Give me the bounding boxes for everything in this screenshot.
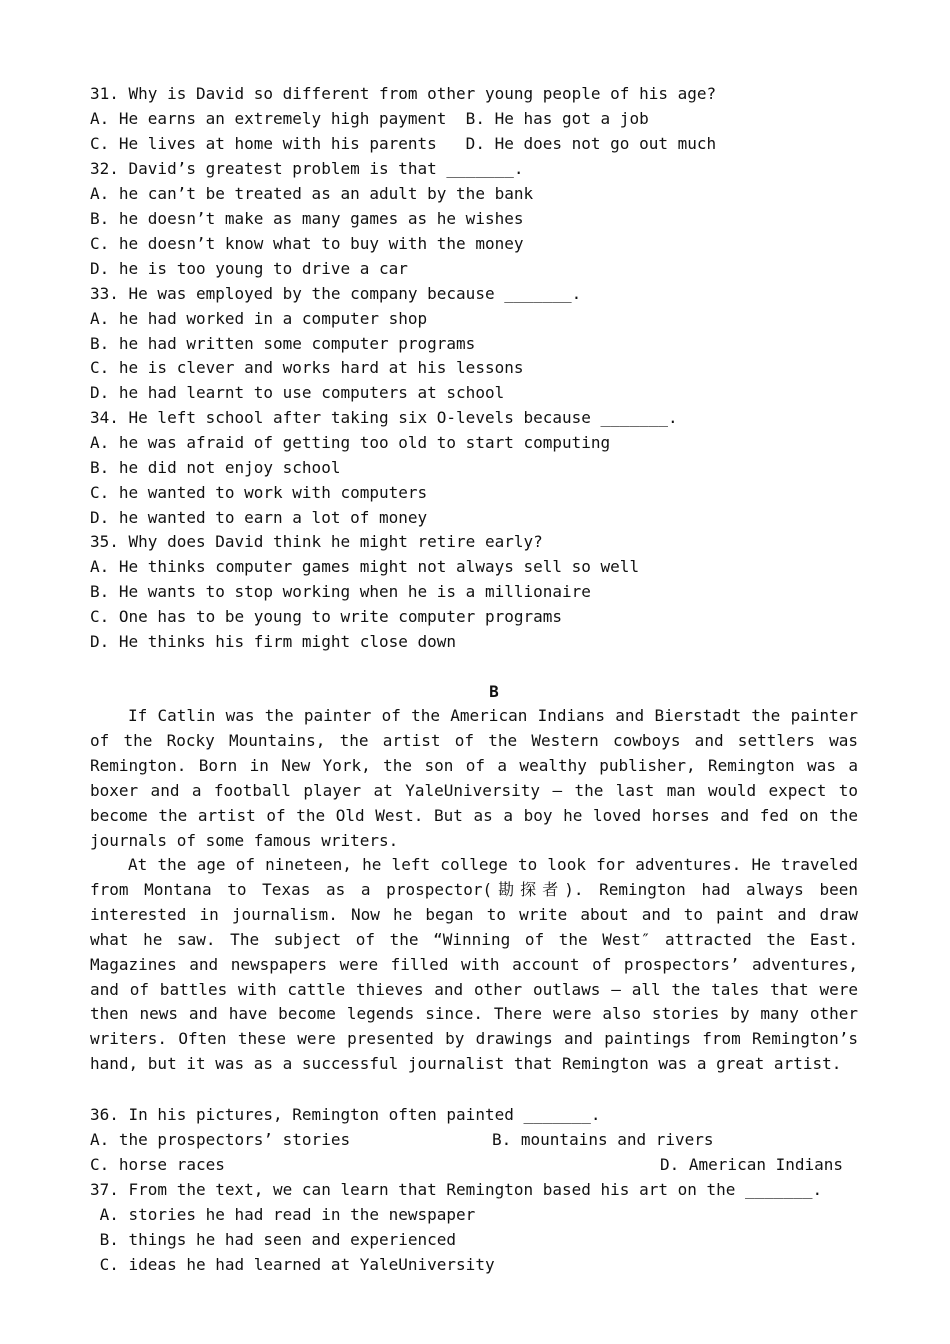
q35-option-b: B. He wants to stop working when he is a millionaire [90, 582, 591, 601]
passage-paragraph-1: If Catlin was the painter of the American Indians and Bierstadt the painter of the Rocky Mountains, the artist of the Western cowboys and settlers was Remington. Born in New York, the son of a wealthy publisher, Remington was a boxer and a football player at YaleUniversity — the last man would expect to become the artist of the Old West. But as a boy he loved horses and fed on the journals of some famous writers. [90, 706, 858, 850]
q36-option-d: D. American Indians [660, 1155, 844, 1174]
q37-stem: 37. From the text, we can learn that Remington based his art on the _______. [90, 1180, 823, 1199]
q34-option-a: A. he was afraid of getting too old to start computing [90, 433, 611, 452]
q35-stem: 35. Why does David think he might retire early? [90, 532, 543, 551]
q35-option-a: A. He thinks computer games might not always sell so well [90, 557, 640, 576]
q37-option-a: A. stories he had read in the newspaper [90, 1205, 476, 1224]
q34-stem: 34. He left school after taking six O-levels because _______. [90, 408, 678, 427]
q33-stem: 33. He was employed by the company because _______. [90, 284, 582, 303]
q35-option-d: D. He thinks his firm might close down [90, 632, 457, 651]
passage-paragraph-2: At the age of nineteen, he left college to look for adventures. He traveled from Montana to Texas as a prospector(勘探者). Remington had always been interested in journalism. Now he began to write about and to paint and draw what he saw. The subject of the “Winning of the West″ attracted the East. Magazines and newspapers were filled with account of prospectors’ adventures, and of battles with cattle thieves and other outlaws — all the tales that were then news and have become legends since. There were also stories by many other writers. Often these were presented by drawings and paintings from Remington’s hand, but it was as a successful journalist that Remington was a great artist. [90, 855, 858, 1074]
q32-option-c: C. he doesn’t know what to buy with the money [90, 234, 524, 253]
q36-stem: 36. In his pictures, Remington often painted _______. [90, 1105, 601, 1124]
q36-option-c: C. horse races [90, 1155, 225, 1174]
q35-option-c: C. One has to be young to write computer programs [90, 607, 563, 626]
q37-option-b: B. things he had seen and experienced [90, 1230, 457, 1249]
q33-option-c: C. he is clever and works hard at his lessons [90, 358, 524, 377]
q33-option-d: D. he had learnt to use computers at school [90, 383, 505, 402]
q31-options-ab: A. He earns an extremely high payment B. He has got a job [90, 109, 649, 128]
q32-option-b: B. he doesn’t make as many games as he wishes [90, 209, 524, 228]
q33-option-a: A. he had worked in a computer shop [90, 309, 428, 328]
q37-option-c: C. ideas he had learned at YaleUniversity [90, 1255, 495, 1274]
q31-options-cd: C. He lives at home with his parents D. He does not go out much [90, 134, 717, 153]
section-b-heading: B [489, 682, 499, 701]
q34-option-b: B. he did not enjoy school [90, 458, 341, 477]
q32-option-d: D. he is too young to drive a car [90, 259, 408, 278]
q33-option-b: B. he had written some computer programs [90, 334, 476, 353]
q36-option-b: B. mountains and rivers [492, 1130, 714, 1149]
q36-option-a: A. the prospectors’ stories [90, 1130, 351, 1149]
q32-stem: 32. David’s greatest problem is that _______. [90, 159, 524, 178]
q34-option-d: D. he wanted to earn a lot of money [90, 508, 428, 527]
q34-option-c: C. he wanted to work with computers [90, 483, 428, 502]
q32-option-a: A. he can’t be treated as an adult by the bank [90, 184, 534, 203]
q31-stem: 31. Why is David so different from other young people of his age? [90, 84, 717, 103]
